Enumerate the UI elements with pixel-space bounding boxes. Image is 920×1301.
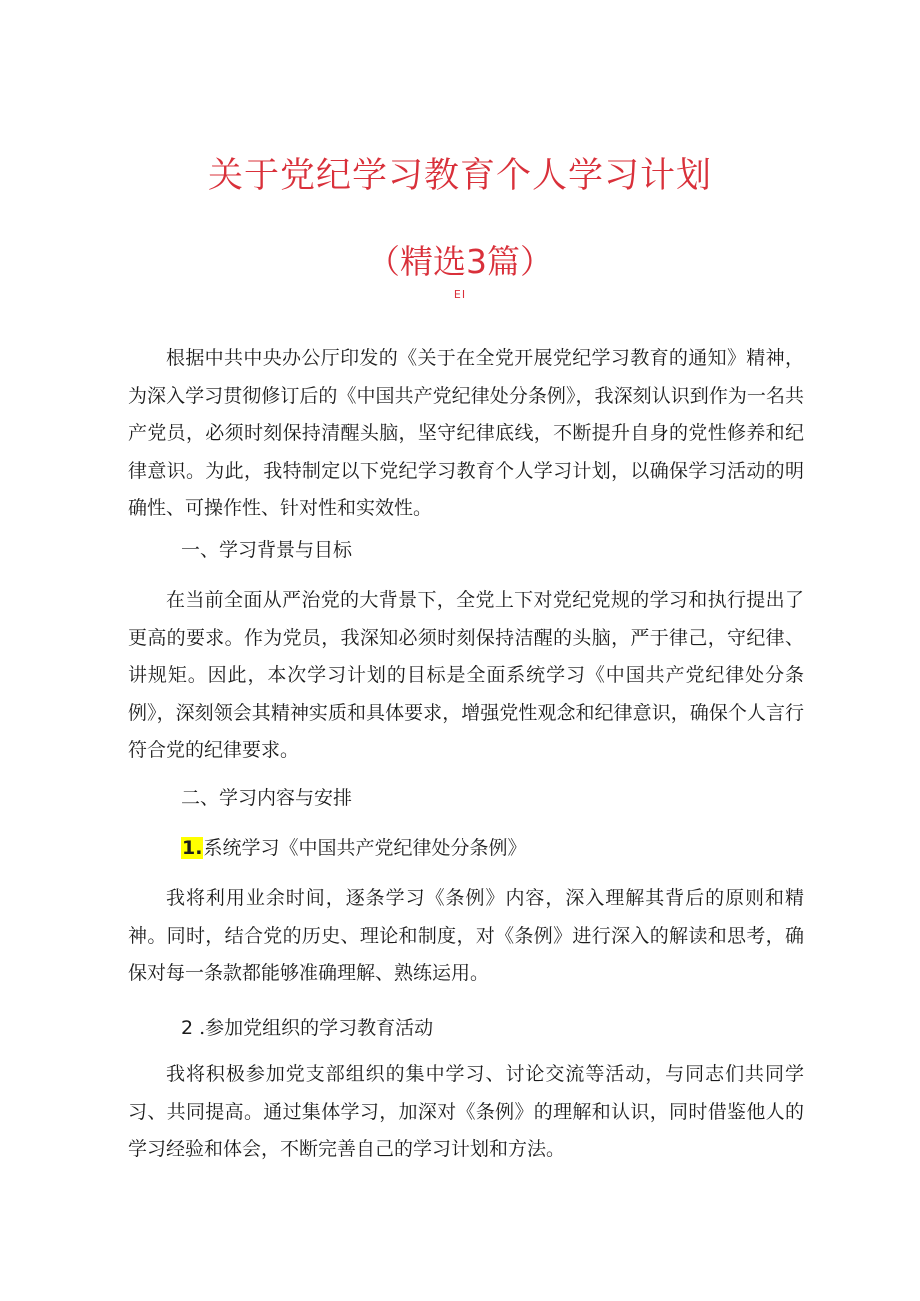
item2-heading-line	[181, 1010, 804, 1048]
item1-heading-line	[181, 830, 804, 868]
section1-heading: 一、学习背景与目标	[181, 539, 353, 561]
section1-paragraph: 在当前全面从严治党的大背景下，全党上下对党纪党规的学习和执行提出了更高的要求。作为党员，我深知必须时刻保持洁醒的头脑，严于律己，守纪律、讲规矩。因此，本次学习计划的目标是全面系统学习《中国共产党纪律处分条例》，深刻领会其精神实质和具体要求，增强党性观念和纪律意识，确保个人言行符合党的纪律要求。	[128, 589, 804, 762]
item1-paragraph: 我将利用业余时间，逐条学习《条例》内容，深入理解其背后的原则和精神。同时，结合党的历史、理论和制度，对《条例》进行深入的解读和思考，确保对每一条款都能够准确理解、熟练运用。	[128, 887, 804, 985]
item1-number: 1.	[182, 837, 203, 859]
document-subtitle: （精选3篇）	[367, 242, 553, 281]
intro-paragraph: 根据中共中央办公厅印发的《关于在全党开展党纪学习教育的通知》精神，为深入学习贯彻修订后的《中国共产党纪律处分条例》，我深刻认识到作为一名共产党员，必须时刻保持清醒头脑，坚守纪律底线，不断提升自身的党性修养和纪律意识。为此，我特制定以下党纪学习教育个人学习计划，以确保学习活动的明确性、可操作性、针对性和实效性。	[128, 347, 804, 520]
item2-heading: .参加党组织的学习教育活动	[199, 1017, 434, 1039]
section2-heading: 二、学习内容与安排	[181, 787, 353, 809]
small-mark: EI	[453, 288, 467, 301]
item2-number: 2	[181, 1017, 194, 1039]
document-title: 关于党纪学习教育个人学习计划	[207, 156, 712, 196]
item2-paragraph: 我将积极参加党支部组织的集中学习、讨论交流等活动，与同志们共同学习、共同提高。通过集体学习，加深对《条例》的理解和认识，同时借鉴他人的学习经验和体会，不断完善自己的学习计划和方法。	[128, 1063, 804, 1161]
item1-heading: 系统学习《中国共产党纪律处分条例》	[203, 837, 527, 859]
